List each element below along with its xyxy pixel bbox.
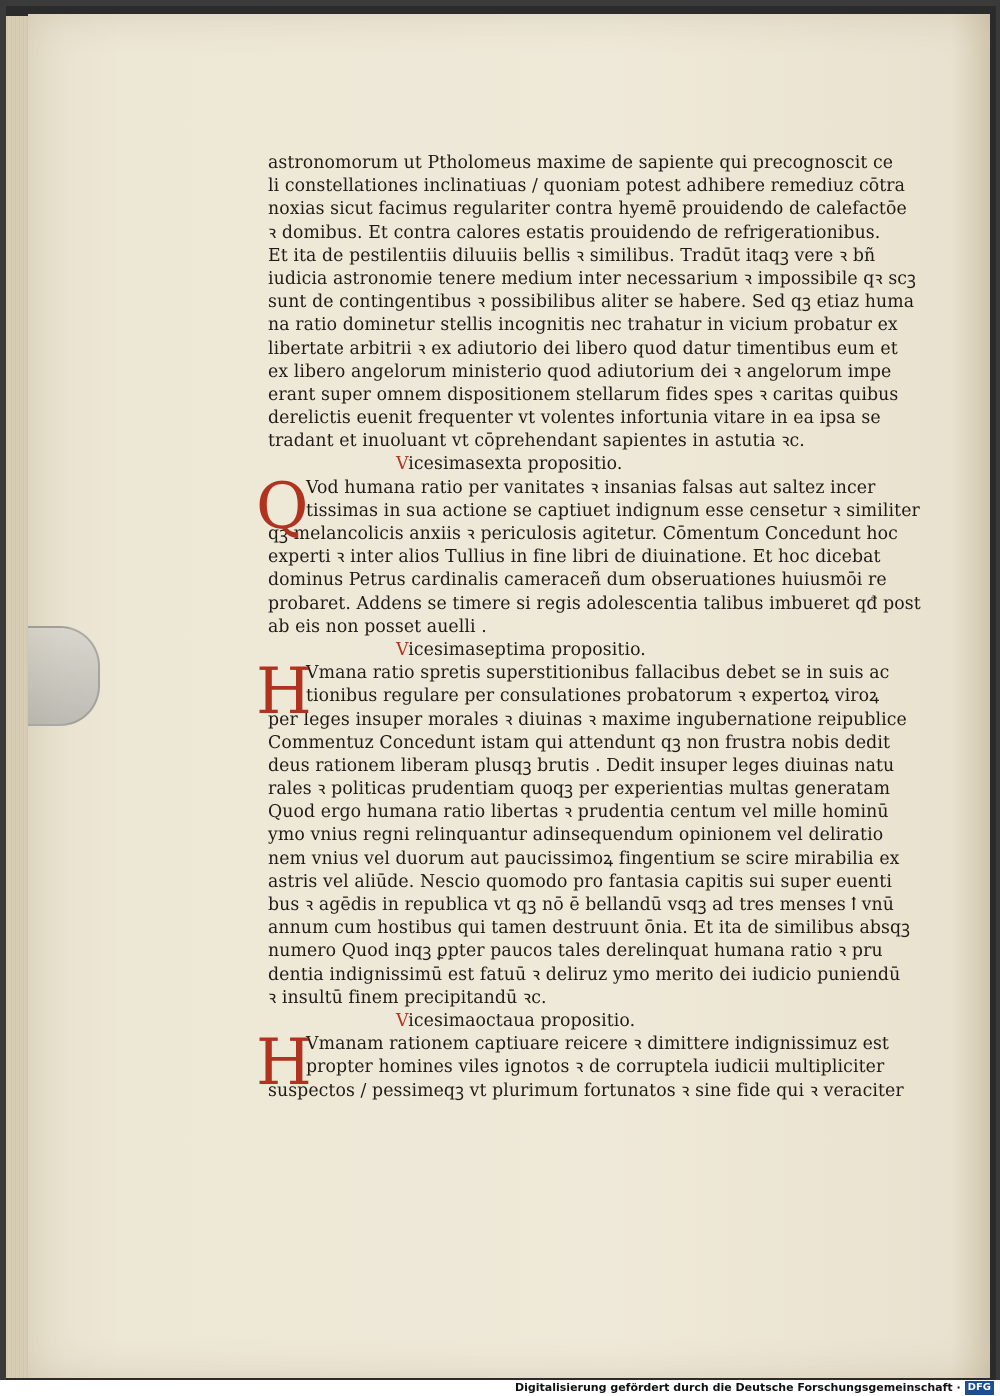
text-line: bus ꝛ agēdis in republica vt qꝫ nō ē bellandū vsqꝫ ad tres menses ꝉ vnū <box>268 895 894 915</box>
text-line: libertate arbitrii ꝛ ex adiutorio dei libero quod datur timentibus eum et <box>268 338 898 359</box>
text-line: tissimas in sua actione se captiuet indignum esse censetur ꝛ similiter <box>306 500 920 521</box>
rubric-mark: V <box>396 639 409 660</box>
text-line: suspectos / pessimeqꝫ vt plurimum fortunatos ꝛ sine fide qui ꝛ veraciter <box>268 1080 904 1101</box>
section-heading <box>268 639 880 662</box>
text-line: iudicia astronomie tenere medium inter necessarium ꝛ impossibile qꝛ scꝫ <box>268 268 916 289</box>
section-heading <box>268 453 880 476</box>
text-line: derelictis euenit frequenter vt volentes infortunia vitare in ea ipsa se <box>268 408 881 429</box>
text-line-content: Vod humana ratio per vanitates ꝛ insanias falsas aut saltez incer <box>306 477 876 498</box>
text-line: nem vnius vel duorum aut paucissimoꝝ fingentium se scire mirabilia ex <box>268 848 900 869</box>
footer-bar <box>0 1380 1000 1396</box>
rubricated-initial: Q <box>256 469 309 544</box>
text-line: deus rationem liberam plusqꝫ brutis . Dedit insuper leges diuinas natu <box>268 755 895 776</box>
heading-text: icesimaseptima propositio. <box>408 639 646 660</box>
text-line: ab eis non posset auelli . <box>268 616 487 637</box>
text-block <box>256 152 921 1103</box>
text-line: per leges insuper morales ꝛ diuinas ꝛ maxime ingubernatione reipublice <box>268 709 907 730</box>
text-line: dominus Petrus cardinalis cameraceñ dum obseruationes huiusmōi re <box>268 570 887 591</box>
text-line: numero Quod inqꝫ ꝑpter paucos tales derelinquat humana ratio ꝛ pru <box>268 941 883 962</box>
text-line: Commentuz Concedunt istam qui attendunt qꝫ non frustra nobis dedit <box>268 732 891 753</box>
text-line: sunt de contingentibus ꝛ possibilibus aliter se habere. Sed qꝫ etiaz huma <box>268 292 915 313</box>
text-line: probaret. Addens se timere si regis adolescentia talibus imbueret qđ post <box>268 593 921 614</box>
text-line: astris vel aliūde. Nescio quomodo pro fantasia capitis sui super euenti <box>268 871 892 892</box>
dfg-logo: DFG <box>965 1381 994 1395</box>
heading-text: icesimasexta propositio. <box>408 454 623 475</box>
text-line: tradant et inuoluant vt cōprehendant sapientes in astutia ꝛc. <box>268 431 805 452</box>
section-heading <box>268 1010 880 1033</box>
rubric-mark: V <box>396 1010 409 1031</box>
rubricated-initial: H <box>256 1026 312 1101</box>
text-line: Quod ergo humana ratio libertas ꝛ prudentia centum vel mille hominū <box>268 802 889 823</box>
heading-text: icesimaoctaua propositio. <box>408 1010 636 1031</box>
rubricated-initial: H <box>256 655 312 730</box>
text-line: noxias sicut facimus regulariter contra hyemē prouidendo de calefactōe <box>268 199 907 220</box>
text-line: ꝛ domibus. Et contra calores estatis prouidendo de refrigerationibus. <box>268 222 881 243</box>
text-line: qꝫ melancolicis anxiis ꝛ periculosis agitetur. Cōmentum Concedunt hoc <box>268 524 898 544</box>
text-line: annum cum hostibus qui tamen destruunt ōnia. Et ita de similibus absqꝫ <box>268 918 911 939</box>
text-line: propter homines viles ignotos ꝛ de corruptela iudicii multipliciter <box>306 1057 885 1078</box>
page-clip <box>28 626 100 726</box>
page-edges <box>6 16 30 1378</box>
text-line: tionibus regulare per consulationes probatorum ꝛ expertoꝝ viroꝝ <box>306 686 880 707</box>
text-line-content: Vmanam rationem captiuare reicere ꝛ dimittere indignissimuz est <box>306 1034 889 1055</box>
text-line: Et ita de pestilentiis diluuiis bellis ꝛ similibus. Tradūt itaqꝫ vere ꝛ bñ <box>268 245 876 266</box>
text-line: ꝛ insultū finem precipitandū ꝛc. <box>268 987 547 1008</box>
text-line: li constellationes inclinatiuas / quoniam potest adhibere remediuz cōtra <box>268 176 906 197</box>
funding-notice: Digitalisierung gefördert durch die Deutsche Forschungsgemeinschaft · <box>514 1381 961 1394</box>
rubric-mark: V <box>396 454 409 475</box>
text-line: experti ꝛ inter alios Tullius in fine libri de diuinatione. Et hoc dicebat <box>268 547 881 568</box>
text-line: na ratio dominetur stellis incognitis nec trahatur in vicium probatur ex <box>268 315 898 336</box>
text-line: ymo vnius regni relinquantur adinsequendum opinionem vel deliratio <box>268 825 884 846</box>
text-line: ex libero angelorum ministerio quod adiutorium dei ꝛ angelorum impe <box>268 361 892 382</box>
text-line-content: Vmana ratio spretis superstitionibus fallacibus debet se in suis ac <box>306 663 890 684</box>
text-line: astronomorum ut Ptholomeus maxime de sapiente qui precognoscit ce <box>268 153 894 173</box>
text-line: dentia indignissimū est fatuū ꝛ deliruz ymo merito dei iudicio puniendū <box>268 964 901 985</box>
text-line: erant super omnem dispositionem stellarum fides spes ꝛ caritas quibus <box>268 384 899 405</box>
text-line: rales ꝛ politicas prudentiam quoqꝫ per experientias multas generatam <box>268 779 891 800</box>
